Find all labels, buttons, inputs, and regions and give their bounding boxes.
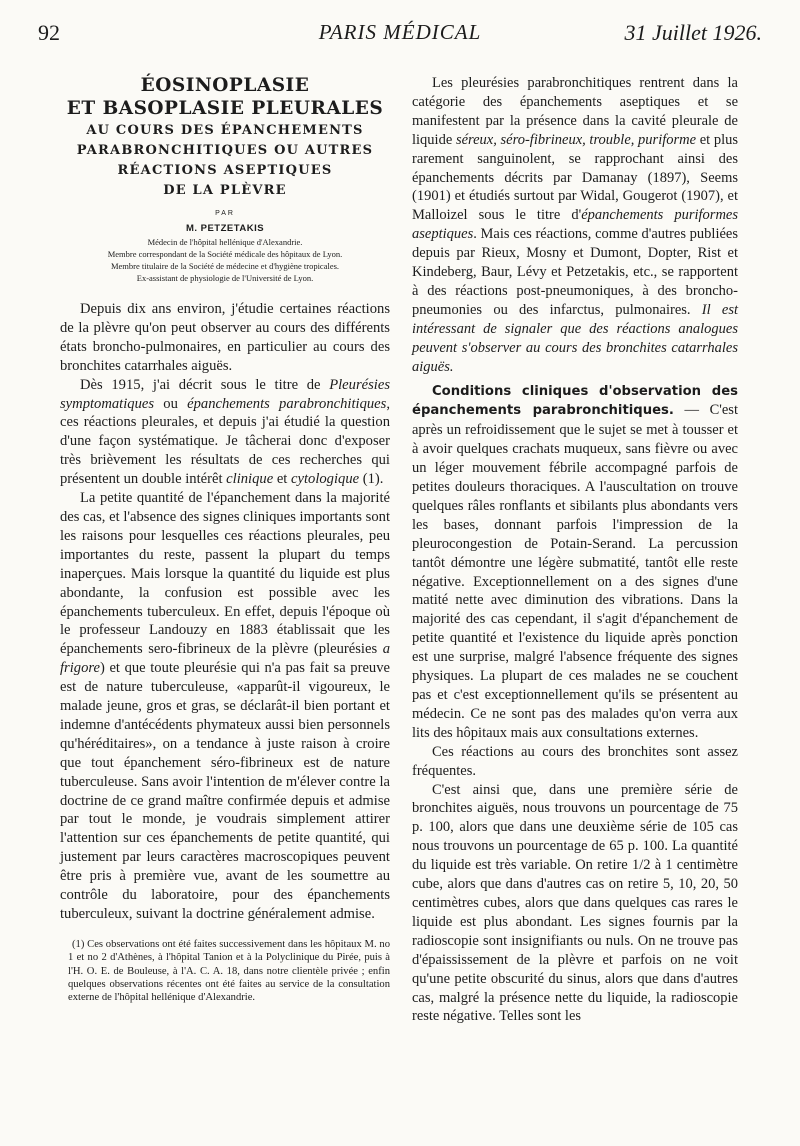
issue-date: 31 Juillet 1926.	[624, 20, 762, 45]
article-subtitle-line-3: RÉACTIONS ASEPTIQUES	[117, 163, 333, 178]
article-subtitle-line-4: DE LA PLÈVRE	[163, 183, 287, 198]
paragraph: Ces réactions au cours des bronchites sont assez fréquentes.	[412, 743, 738, 779]
right-body-text	[412, 74, 738, 1026]
page-header	[38, 14, 762, 46]
left-body-text	[60, 300, 390, 924]
article-title-block	[60, 74, 390, 234]
article-subtitle-line-1: AU COURS DES ÉPANCHEMENTS	[86, 123, 364, 138]
paragraph: C'est ainsi que, dans une première série de bronchites aiguës, nous trouvons un pourcentage de 75 p. 100, alors que dans une deuxième série de 105 cas nous trouvons un pourcentage de 65 p. 100. La quantité du liquide est très variable. On retire 1/2 à 1 centimètre cube, alors que dans d'autres cas on retire 5, 10, 20, 50 centimètres cubes, alors que dans quelques cas rares le liquide est plus abondant. Les signes fournis par la radioscopie sont insignifiants ou nuls. On ne trouve pas d'épaississement de la plèvre et parfois on ne voit qu'une petite obscurité du sinus, alors que dans d'autres cas, malgré la présence nette du liquide, la radioscopie reste négative. Telles sont les	[412, 781, 738, 1025]
section-heading: Conditions cliniques d'observation des épanchements parabronchitiques.	[412, 383, 738, 419]
paragraph: Depuis dix ans environ, j'étudie certaines réactions de la plèvre qu'on peut observer au cours des différents états broncho-pulmonaires, en particulier au cours des bronchites catarrhales aiguës.	[60, 301, 390, 374]
credential-line: Membre titulaire de la Société de médecine et d'hygiène tropicales.	[110, 261, 340, 271]
paragraph: Conditions cliniques d'observation des épanchements parabronchitiques. — C'est après un refroidissement que le sujet se met à tousser et à avoir quelques crachats muqueux, sans fièvre ou avec un léger mouvement fébrile accompagné parfois de petites douleurs thoraciques. A l'auscultation on trouve quelques râles ronflants et sibilants plus abondants vers les bases, donnant parfois l'impression de la pleurocongestion de Potain-Serand. La percussion tantôt démontre une légère submatité, tantôt elle reste négative. Exceptionnellement on a des signes d'une matité nette avec diminution des vibrations. Dans la majorité des cas cependant, il s'agit d'épanchement de petite quantité et l'existence du liquide après ponction est une surprise, malgré l'absence fréquente des signes physiques. La plupart de ces malades ne se couchent pas et c'est exceptionnellement qu'ils se présentent au médecin. Ce ne sont pas des malades qu'on verra aux lits des hôpitaux mais aux consultations externes.	[412, 383, 738, 741]
paragraph: Dès 1915, j'ai décrit sous le titre de Pleurésies symptomatiques ou épanchements parabronchitiques, ces réactions pleurales, et depuis j'ai étudié la question d'une façon systématique. Je tâcherai donc d'exposer très brièvement les résultats de ces recherches qui présentent un double intérêt clinique et cytologique (1).	[60, 376, 390, 488]
journal-title: PARIS MÉDICAL	[318, 20, 482, 44]
paragraph: La petite quantité de l'épanchement dans la majorité des cas, et l'absence des signes cliniques importants sont les raisons pour lesquelles ces réactions pleurales, peu importantes du reste, passent la plupart du temps inaperçues. Mais lorsque la quantité du liquide est plus abondante, la confusion est possible avec les épanchements tuberculeux. En effet, depuis l'époque où le professeur Landouzy en 1883 établissait que les épanchements sero-fibrineux de la plèvre (pleurésies a frigore) et que toute pleurésie qui n'a pas fait sa preuve est de nature tuberculeuse, «apparût-il vigoureux, le malade jeune, gros et gras, se déclarât-il bien portant et indemne d'antécédents phymateux aussi bien personnels qu'héréditaires», on a tendance à juste raison à croire que tout épanchement séro-fibrineux est de nature tuberculeuse. Sans avoir l'intention de m'élever contre la doctrine de ce grand maître confirmée depuis et admise par tout le monde, je voudrais simplement attirer l'attention sur ces épanchements de petite quantité, qui justement par leurs caractères macroscopiques peuvent être pris à première vue, avant de les soumettre au contrôle du laboratoire, pour des épanchements tuberculeux, suivant la doctrine généralement admise.	[60, 490, 390, 922]
by-label: PAR	[215, 210, 235, 217]
credential-line: Membre correspondant de la Société médicale des hôpitaux de Lyon.	[107, 249, 343, 259]
article-subtitle-line-2: PARABRONCHITIQUES OU AUTRES	[76, 143, 374, 158]
page-number: 92	[38, 20, 60, 45]
footnote	[60, 938, 390, 1004]
author-credentials	[60, 236, 390, 284]
author-name: M. PETZETAKIS	[185, 223, 265, 234]
credential-line: Ex-assistant de physiologie de l'Université de Lyon.	[136, 273, 314, 283]
article-title-line-2: ET BASOPLASIE PLEURALES	[66, 98, 384, 119]
article-title-line-1: ÉOSINOPLASIE	[140, 75, 310, 96]
right-column	[412, 74, 738, 1026]
credential-line: Médecin de l'hôpital hellénique d'Alexandrie.	[147, 237, 303, 247]
paragraph: Les pleurésies parabronchitiques rentrent dans la catégorie des épanchements aseptiques et se manifestent par la présence dans la cavité pleurale de liquide séreux, séro-fibrineux, trouble, puriforme et plus rarement sanguinolent, se rapprochant ainsi des épanchements décrits par Damanay (1897), Seems (1901) et étudiés surtout par Widal, Gougerot (1907), et Malloizel sous le titre d'épanchements puriformes aseptiques. Mais ces réactions, comme d'autres publiées depuis par Rieux, Mosny et Dumont, Dopter, Rist et Kindeberg, Baur, Lévy et Petzetakis, etc., se rapportent à des réactions post-pneumoniques, à des broncho-pneumonies ou des infarctus, pulmonaires. Il est intéressant de signaler que des réactions analogues peuvent s'observer au cours des bronchites catarrhales aiguës.	[412, 75, 739, 375]
footnote-text: (1) Ces observations ont été faites successivement dans les hôpitaux M. no 1 et no 2 d'Athènes, à l'hôpital Tanion et à la Polyclinique du Pirée, puis à l'H. O. E. de Bouleuse, à l'A. C. A. 18, dans notre clientèle privée ; enfin quelques observations récentes ont été faites au service de la consultation externe de l'hôpital hellénique d'Alexandrie.	[68, 938, 390, 1004]
left-column	[60, 74, 390, 1004]
